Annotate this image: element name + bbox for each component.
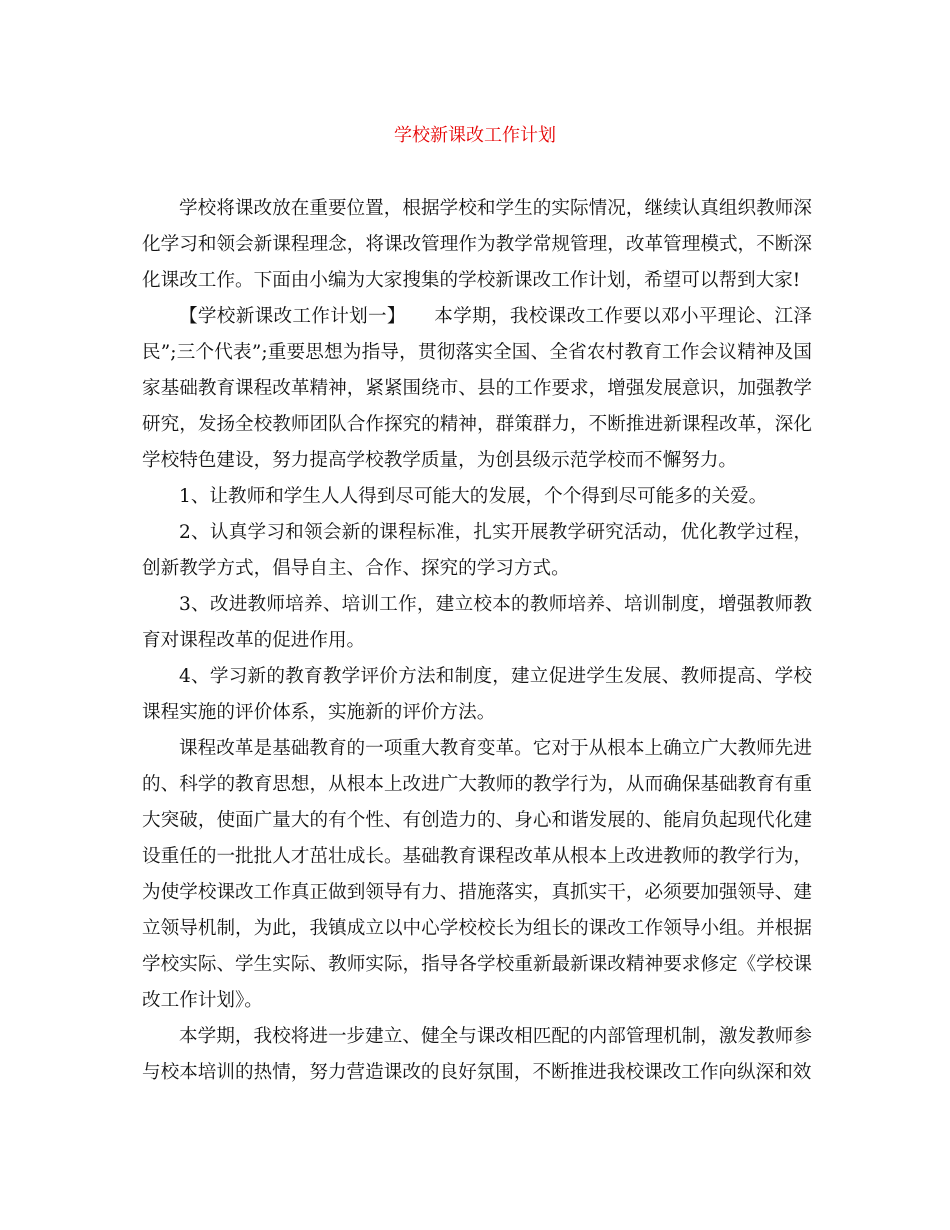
paragraph-reform: 课程改革是基础教育的一项重大教育变革。它对于从根本上确立广大教师先进的、科学的教育思想，从根本上改进广大教师的教学行为，从而确保基础教育有重大突破，使面广量大的有个性、有创造力的、身心和谐发展的、能肩负起现代化建设重任的一批批人才茁壮成长。基础教育课程改革从根本上改进教师的教学行为，为使学校课改工作真正做到领导有力、措施落实，真抓实干，必须要加强领导、建立领导机制，为此，我镇成立以中心学校校长为组长的课改工作领导小组。并根据学校实际、学生实际、教师实际，指导各学校重新最新课改精神要求修定《学校课改工作计划》。	[142, 738, 812, 1011]
paragraph-item-4: 4、学习新的教育教学评价方法和制度，建立促进学生发展、教师提高、学校课程实施的评价体系，实施新的评价方法。	[142, 666, 812, 723]
paragraph-intro: 学校将课改放在重要位置，根据学校和学生的实际情况，继续认真组织教师深化学习和领会新课程理念，将课改管理作为教学常规管理，改革管理模式，不断深化课改工作。下面由小编为大家搜集的学校新课改工作计划，希望可以帮到大家!	[142, 198, 812, 291]
paragraph-item-1: 1、让教师和学生人人得到尽可能大的发展，个个得到尽可能多的关爱。	[179, 486, 768, 507]
paragraph-semester: 本学期，我校将进一步建立、健全与课改相匹配的内部管理机制，激发教师参与校本培训的热情，努力营造课改的良好氛围，不断推进我校课改工作向纵深和效	[142, 1026, 812, 1083]
document-body	[142, 191, 812, 1091]
paragraph-plan-one: 【学校新课改工作计划一】 本学期，我校课改工作要以邓小平理论、江泽民”;三个代表”;重要思想为指导，贯彻落实全国、全省农村教育工作会议精神及国家基础教育课程改革精神，紧紧围绕市、县的工作要求，增强发展意识，加强教学研究，发扬全校教师团队合作探究的精神，群策群力，不断推进新课程改革，深化学校特色建设，努力提高学校教学质量，为创县级示范学校而不懈努力。	[142, 306, 812, 471]
paragraph-item-3: 3、改进教师培养、培训工作，建立校本的教师培养、培训制度，增强教师教育对课程改革的促进作用。	[142, 594, 812, 651]
document-title: 学校新课改工作计划	[394, 125, 556, 146]
paragraph-item-2: 2、认真学习和领会新的课程标准，扎实开展教学研究活动，优化教学过程，创新教学方式，倡导自主、合作、探究的学习方式。	[142, 522, 812, 579]
